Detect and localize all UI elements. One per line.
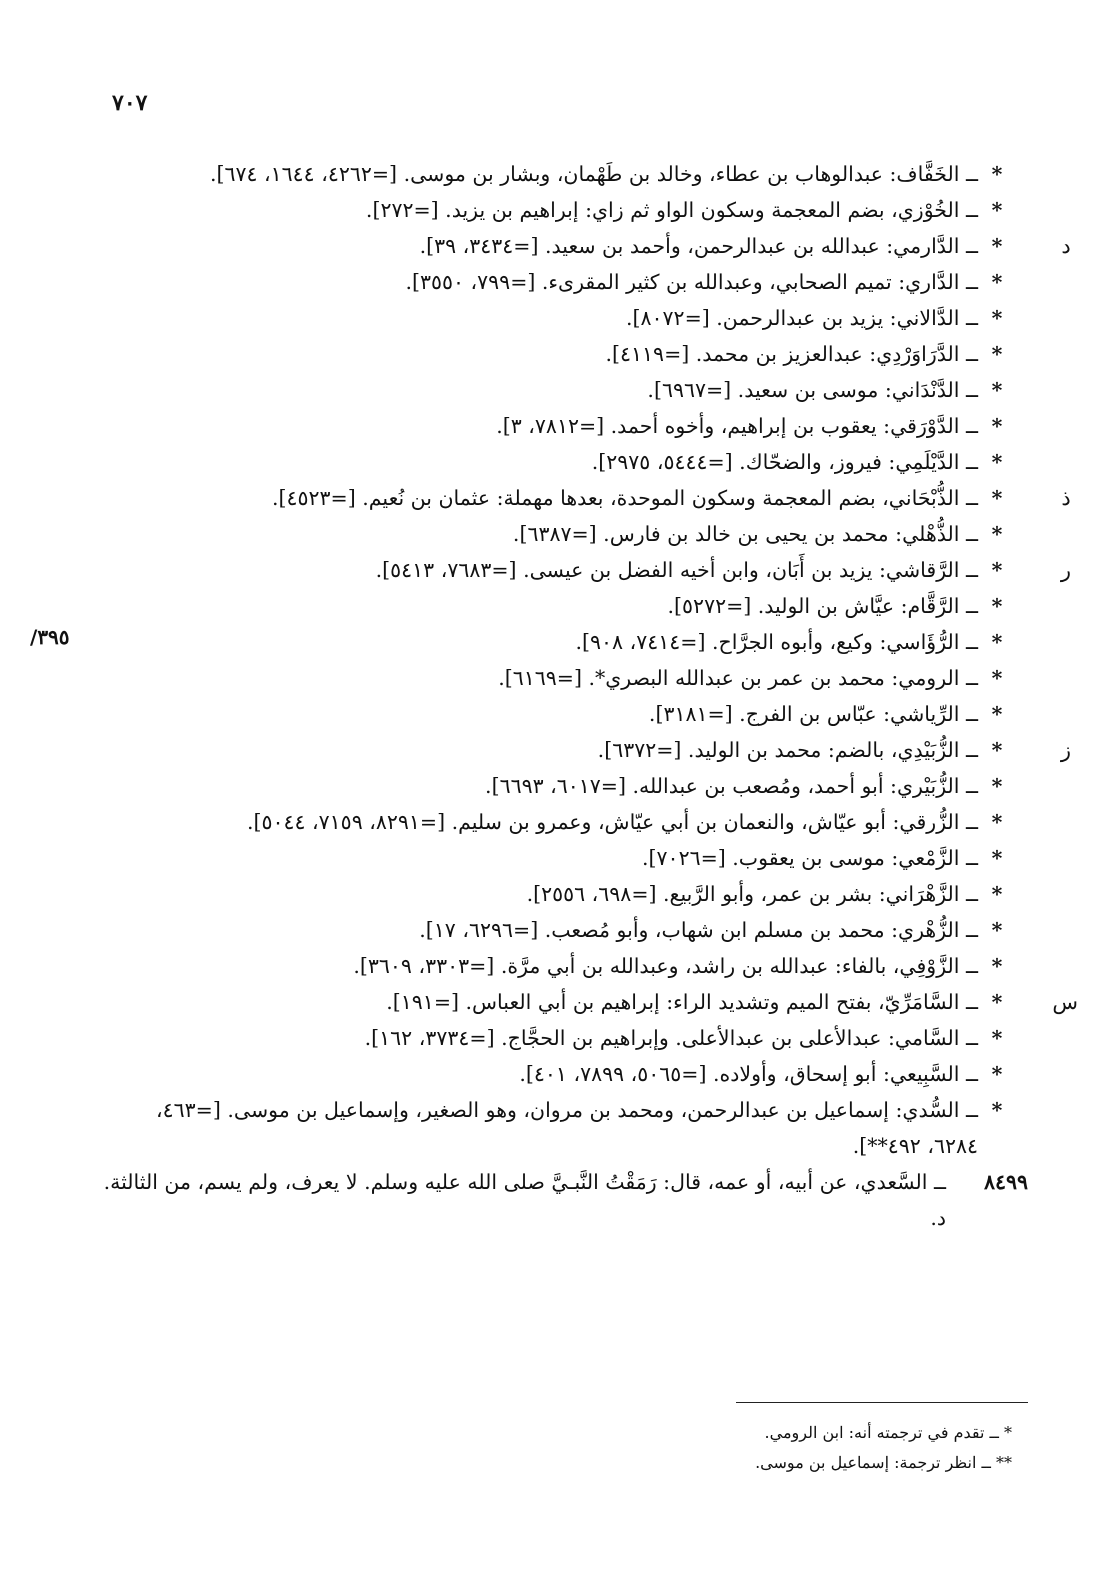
entry <box>100 300 1010 336</box>
entry <box>100 516 1010 552</box>
entry <box>100 588 1010 624</box>
entry-text: ــ الزَّمْعي: موسى بن يعقوب. [=٧٠٢٦]. <box>642 846 978 870</box>
entry-marker: * <box>991 702 1003 726</box>
entry-marker: * <box>991 198 1003 222</box>
entry-text: ــ السَّامي: عبدالأعلى بن عبدالأعلى. وإبراهيم بن الحجَّاج. [=٣٧٣٤، ١٦٢]. <box>364 1026 978 1050</box>
entry-marker: * <box>991 630 1003 654</box>
entry <box>100 768 1010 804</box>
entry <box>100 372 1010 408</box>
entry-marker: * <box>991 234 1003 258</box>
entry-marker: * <box>991 738 1003 762</box>
side-page-reference: /٣٩٥ <box>30 625 70 649</box>
entry-text: ــ الدَّاري: تميم الصحابي، وعبدالله بن كثير المقرىء. [=٧٩٩، ٣٥٥٠]. <box>405 270 978 294</box>
entry-text: ــ السَّعدي، عن أبيه، أو عمه، قال: رَمَقْتُ النَّبـيَّ صلى الله عليه وسلم. لا يعرف، ولم يسم، من الثالثة. د. <box>103 1170 946 1230</box>
entry-text: ــ الزُّهْري: محمد بن مسلم ابن شهاب، وأبو مُصعب. [=٦٢٩٦، ١٧]. <box>419 918 978 942</box>
entry-marker: * <box>991 414 1003 438</box>
entry <box>100 264 1010 300</box>
entry-number: ٨٤٩٩ <box>983 1170 1028 1194</box>
entry-marker: * <box>991 378 1003 402</box>
entry-text: ــ الزَّوْفِي، بالفاء: عبدالله بن راشد، وعبدالله بن أبي مرَّة. [=٣٣٠٣، ٣٦٠٩]. <box>353 954 978 978</box>
entry <box>100 1056 1010 1092</box>
entry-text: ــ الرُّؤَاسي: وكيع، وأبوه الجرَّاح. [=٧٤١٤، ٩٠٨]. <box>575 630 978 654</box>
entry <box>100 696 1010 732</box>
entry-marker: * <box>991 594 1003 618</box>
entry <box>100 228 1071 264</box>
entry-text: ــ الذُّبْحَاني، بضم المعجمة وسكون الموحدة، بعدها مهملة: عثمان بن نُعيم. [=٤٥٢٣]. <box>271 486 978 510</box>
entry-marker: * <box>991 774 1003 798</box>
entry-marker: * <box>991 1062 1003 1086</box>
entry <box>100 912 1010 948</box>
footnotes <box>512 1418 1012 1478</box>
page-number: ٧٠٧ <box>112 90 148 116</box>
entry-marker: * <box>991 450 1003 474</box>
entry-text: ــ السَّبِيعي: أبو إسحاق، وأولاده. [=٥٠٦٥، ٧٨٩٩، ٤٠١]. <box>519 1062 978 1086</box>
entry-text: ــ الدَّارمي: عبدالله بن عبدالرحمن، وأحمد بن سعيد. [=٣٤٣٤، ٣٩]. <box>419 234 978 258</box>
entry-text: ــ الخَفَّاف: عبدالوهاب بن عطاء، وخالد بن طَهْمان، وبشار بن موسى. [=٤٢٦٢، ١٦٤٤، ٦٧٤]. <box>209 162 978 186</box>
entry-text: ــ الزُّرقي: أبو عيّاش، والنعمان بن أبي عيّاش، وعمرو بن سليم. [=٨٢٩١، ٧١٥٩، ٥٠٤٤]. <box>246 810 978 834</box>
entry-text: ــ الرِّياشي: عبّاس بن الفرج. [=٣١٨١]. <box>648 702 978 726</box>
entry-text: ــ الدَّالاني: يزيد بن عبدالرحمن. [=٨٠٧٢]. <box>626 306 978 330</box>
entry <box>100 660 1010 696</box>
entry-text: ــ الدَّوْرَقي: يعقوب بن إبراهيم، وأخوه أحمد. [=٧٨١٢، ٣]. <box>496 414 978 438</box>
entry <box>100 552 1072 588</box>
entry <box>100 444 1010 480</box>
entry <box>100 408 1010 444</box>
entry-marker: * <box>991 522 1003 546</box>
entry-text: ــ الخُوْزي، بضم المعجمة وسكون الواو ثم زاي: إبراهيم بن يزيد. [=٢٧٢]. <box>365 198 978 222</box>
entry <box>100 840 1010 876</box>
entry-marker: * <box>991 990 1003 1014</box>
entry-marker: * <box>991 342 1003 366</box>
entry-marker: * <box>991 558 1003 582</box>
entry <box>100 156 1010 192</box>
section-letter: ذ <box>1061 486 1071 510</box>
entry-text: ــ السُّدي: إسماعيل بن عبدالرحمن، ومحمد بن مروان، وهو الصغير، وإسماعيل بن موسى. [=٤٦٣، ٦٢٨٤، ٤٩٢**]. <box>155 1098 978 1158</box>
entry-text: ــ الزُّبَيْدِي، بالضم: محمد بن الوليد. [=٦٣٧٢]. <box>597 738 978 762</box>
section-letter: ر <box>1060 558 1072 582</box>
footnote-divider <box>736 1402 1028 1403</box>
entry-marker: * <box>991 918 1003 942</box>
entry-text: ــ الرَّقَّام: عيَّاش بن الوليد. [=٥٢٧٢]. <box>667 594 978 618</box>
entry <box>100 336 1010 372</box>
entry <box>100 804 1010 840</box>
entry-marker: * <box>991 270 1003 294</box>
entry-text: ــ الزُّبَيْري: أبو أحمد، ومُصعب بن عبدالله. [=٦٠١٧، ٦٦٩٣]. <box>485 774 978 798</box>
entry-marker: * <box>991 1098 1003 1122</box>
footnote: * ــ تقدم في ترجمته أنه: ابن الرومي. <box>764 1423 1012 1442</box>
section-letter: س <box>1052 990 1078 1014</box>
entry-text: ــ الدَّرَاوَرْدِي: عبدالعزيز بن محمد. [=٤١١٩]. <box>605 342 978 366</box>
entry-marker: * <box>991 954 1003 978</box>
entry-text: ــ الذُّهْلي: محمد بن يحيى بن خالد بن فارس. [=٦٣٨٧]. <box>512 522 978 546</box>
entry-marker: * <box>991 1026 1003 1050</box>
entry-marker: * <box>991 666 1003 690</box>
entry <box>100 876 1010 912</box>
entry-text: ــ الرومي: محمد بن عمر بن عبدالله البصري*. [=٦١٦٩]. <box>498 666 978 690</box>
entry-marker: * <box>991 162 1003 186</box>
entry <box>100 948 1010 984</box>
entry <box>100 1092 1010 1164</box>
entry-marker: * <box>991 306 1003 330</box>
section-letter: ز <box>1060 738 1072 762</box>
entry-text: ــ الدَّنْدَاني: موسى بن سعيد. [=٦٩٦٧]. <box>647 378 978 402</box>
entry <box>100 624 1010 660</box>
footnote: ** ــ انظر ترجمة: إسماعيل بن موسى. <box>755 1453 1012 1472</box>
entry-text: ــ الزَّهْرَاني: بشر بن عمر، وأبو الرَّبيع. [=٦٩٨، ٢٥٥٦]. <box>526 882 978 906</box>
entry <box>100 1020 1010 1056</box>
entry-text: ــ السَّامَرِّيّ، بفتح الميم وتشديد الراء: إبراهيم بن أبي العباس. [=١٩١]. <box>386 990 978 1014</box>
entry-text: ــ الدَّيْلَمِي: فيروز، والضحّاك. [=٥٤٤٤، ٢٩٧٥]. <box>591 450 978 474</box>
numbered-entry <box>100 1164 1028 1236</box>
entries-list <box>100 156 1078 1236</box>
entry-text: ــ الرَّقاشي: يزيد بن أَبَان، وابن أخيه الفضل بن عيسى. [=٧٦٨٣، ٥٤١٣]. <box>375 558 978 582</box>
entry <box>100 984 1078 1020</box>
entry-marker: * <box>991 810 1003 834</box>
entry-marker: * <box>991 846 1003 870</box>
entry <box>100 192 1010 228</box>
entry <box>100 732 1072 768</box>
section-letter: د <box>1061 234 1071 258</box>
entry-marker: * <box>991 486 1003 510</box>
entry <box>100 480 1071 516</box>
entry-marker: * <box>991 882 1003 906</box>
